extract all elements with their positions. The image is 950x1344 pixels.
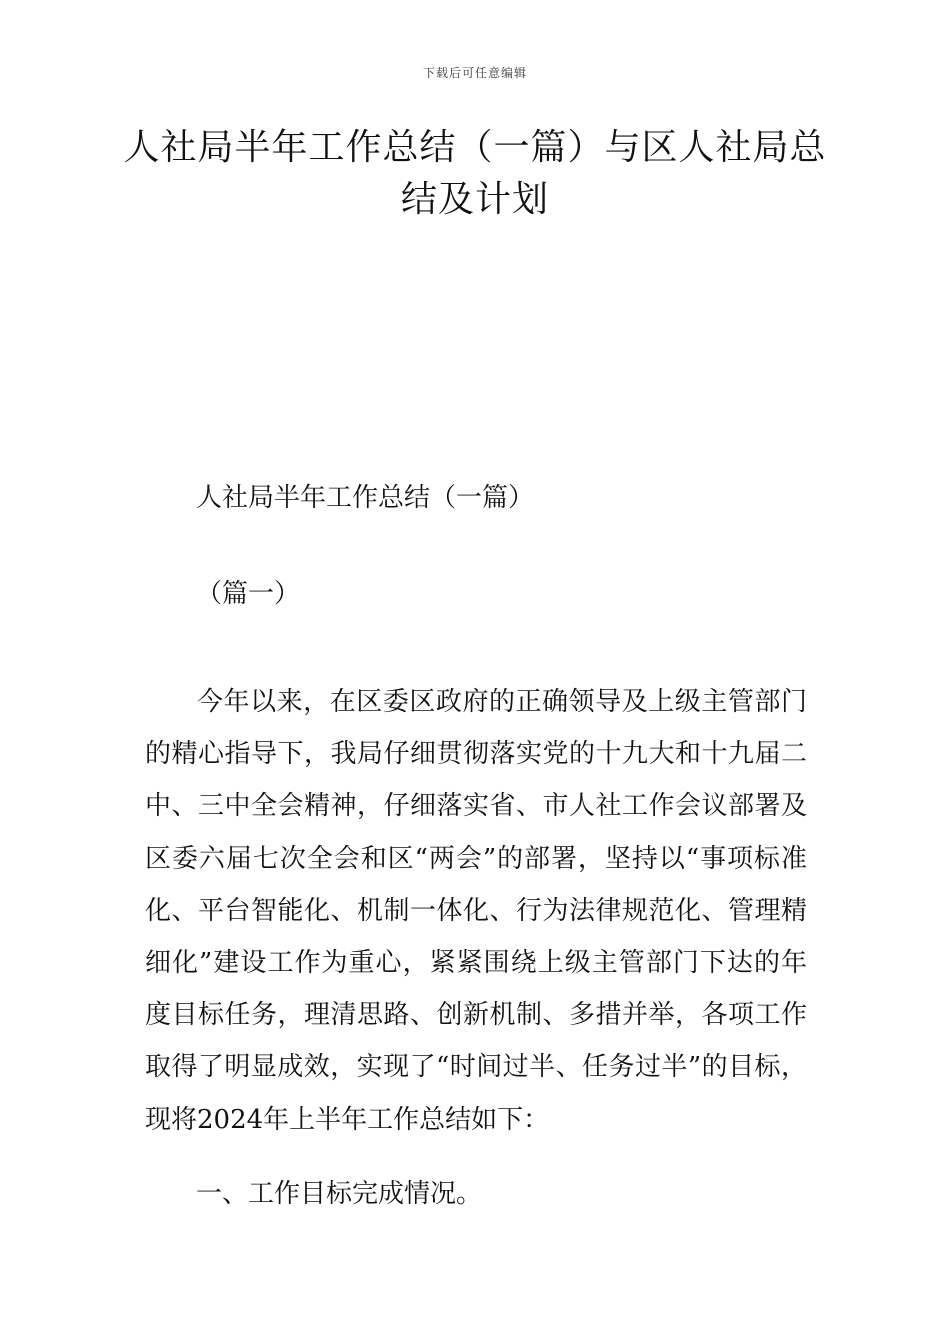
document-subtitle: 人社局半年工作总结（一篇） [196, 483, 535, 513]
body-paragraph: 今年以来，在区委区政府的正确领导及上级主管部门的精心指导下，我局仔细贯彻落实党的十九大和十九届二中、三中全会精神，仔细落实省、市人社工作会议部署及区委六届七次全会和区“两会”的部署，坚持以“事项标准化、平台智能化、机制一体化、行为法律规范化、管理精细化”建设工作为重心，紧紧围绕上级主管部门下达的年度目标任务，理清思路、创新机制、多措并举，各项工作取得了明显成效，实现了“时间过半、任务过半”的目标，现将2024年上半年工作总结如下： [145, 687, 807, 1135]
page-header-note: 下载后可任意编辑 [422, 66, 527, 80]
document-title: 人社局半年工作总结（一篇）与区人社局总结及计划 [123, 127, 827, 220]
part-label: （篇一） [196, 579, 301, 609]
section-heading: 一、工作目标完成情况。 [196, 1179, 483, 1209]
